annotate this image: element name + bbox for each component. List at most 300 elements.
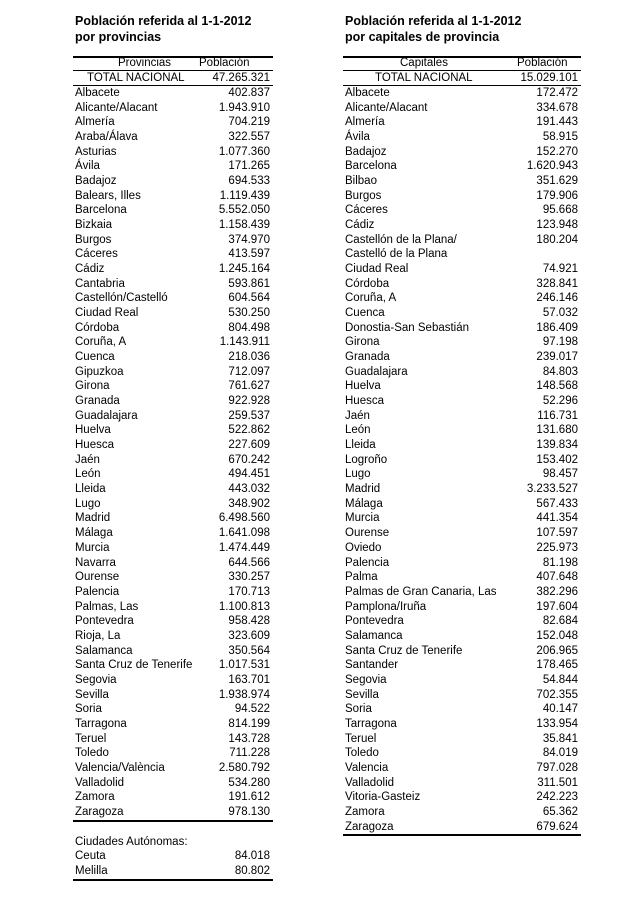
table-row xyxy=(73,335,273,350)
row-value: 644.566 xyxy=(228,556,270,569)
table-row xyxy=(343,658,581,673)
row-name: Lugo xyxy=(345,468,371,481)
table-row xyxy=(343,203,581,218)
row-value: 1.100.813 xyxy=(218,600,270,613)
row-value: 322.557 xyxy=(228,131,270,144)
row-name: Ávila xyxy=(75,160,100,173)
table-row xyxy=(73,644,273,659)
table-row xyxy=(73,585,273,600)
table-row xyxy=(343,526,581,541)
row-value: 84.018 xyxy=(234,850,270,863)
row-name: Balears, Illes xyxy=(75,189,141,202)
row-value: 148.568 xyxy=(536,380,578,393)
row-value: 97.198 xyxy=(542,336,578,349)
row-value: 604.564 xyxy=(228,292,270,305)
row-name: Castellón/Castelló xyxy=(75,292,168,305)
row-name: Ourense xyxy=(345,527,390,540)
table-row xyxy=(73,614,273,629)
row-name: Navarra xyxy=(75,556,116,569)
row-value: 35.841 xyxy=(542,732,578,745)
row-value: 1.158.439 xyxy=(218,219,270,232)
table-row xyxy=(343,350,581,365)
table-row xyxy=(343,600,581,615)
table-row xyxy=(343,247,581,262)
table-row xyxy=(73,189,273,204)
total-value: 15.029.101 xyxy=(520,72,578,84)
row-name: Salamanca xyxy=(75,644,133,657)
table-row xyxy=(343,702,581,717)
row-value: 534.280 xyxy=(228,776,270,789)
total-value: 47.265.321 xyxy=(212,72,270,84)
table-row xyxy=(73,306,273,321)
table-row xyxy=(343,820,581,835)
table-row xyxy=(343,438,581,453)
row-name: Teruel xyxy=(75,732,107,745)
table-row xyxy=(73,247,273,262)
table-row xyxy=(343,145,581,160)
row-name: Badajoz xyxy=(75,175,117,188)
row-name: Lleida xyxy=(345,439,376,452)
row-value: 1.143.911 xyxy=(219,336,270,349)
row-name: Valladolid xyxy=(75,776,125,789)
row-value: 227.609 xyxy=(228,439,270,452)
row-value: 133.954 xyxy=(536,717,578,730)
row-name: Guadalajara xyxy=(345,365,408,378)
table-row xyxy=(343,746,581,761)
row-name: Toledo xyxy=(75,747,109,760)
table-row xyxy=(73,541,273,556)
row-name: Huesca xyxy=(345,395,384,408)
table-row xyxy=(343,130,581,145)
table-row xyxy=(343,673,581,688)
row-value: 239.017 xyxy=(536,351,578,364)
row-value: 143.728 xyxy=(228,732,270,745)
row-name: Barcelona xyxy=(75,204,127,217)
row-name: Almería xyxy=(75,116,115,129)
row-name: Zaragoza xyxy=(345,820,394,833)
row-name: Oviedo xyxy=(345,541,382,554)
row-name: Málaga xyxy=(75,527,113,540)
table-row xyxy=(343,291,581,306)
table-row xyxy=(73,467,273,482)
table-row xyxy=(73,658,273,673)
table-row xyxy=(343,174,581,189)
row-value: 1.943.910 xyxy=(218,101,270,114)
row-name: Toledo xyxy=(345,747,379,760)
row-value: 702.355 xyxy=(536,688,578,701)
row-name: Málaga xyxy=(345,497,383,510)
table-row xyxy=(343,732,581,747)
provinces-title-line1: Población referida al 1-1-2012 xyxy=(75,14,252,28)
row-value: 3.233.527 xyxy=(526,483,578,496)
table-row xyxy=(73,570,273,585)
table-row xyxy=(343,218,581,233)
table-row xyxy=(73,864,273,879)
table-row xyxy=(343,614,581,629)
row-name: Jaén xyxy=(75,453,100,466)
table-row xyxy=(73,423,273,438)
row-name: Vitoria-Gasteiz xyxy=(345,791,421,804)
row-value: 171.265 xyxy=(228,160,270,173)
row-value: 330.257 xyxy=(228,571,270,584)
table-row xyxy=(343,776,581,791)
row-value: 1.474.449 xyxy=(218,541,270,554)
table-row xyxy=(73,497,273,512)
row-value: 694.533 xyxy=(228,175,270,188)
row-name: Cantabria xyxy=(75,277,125,290)
table-row xyxy=(343,277,581,292)
table-row xyxy=(73,511,273,526)
row-value: 40.147 xyxy=(542,703,578,716)
row-value: 413.597 xyxy=(228,248,270,261)
row-value: 922.928 xyxy=(228,395,270,408)
row-name: Huelva xyxy=(345,380,381,393)
provinces-total-row xyxy=(73,71,273,86)
row-value: 1.938.974 xyxy=(218,688,270,701)
table-row xyxy=(73,482,273,497)
capitals-title-line2: por capitales de provincia xyxy=(345,30,500,44)
row-value: 1.641.098 xyxy=(218,527,270,540)
row-value: 797.028 xyxy=(536,761,578,774)
row-value: 98.457 xyxy=(542,468,578,481)
total-label: TOTAL NACIONAL xyxy=(87,72,185,84)
row-value: 407.648 xyxy=(536,571,578,584)
table-row xyxy=(73,130,273,145)
row-value: 761.627 xyxy=(228,380,270,393)
table-row xyxy=(343,717,581,732)
row-value: 52.296 xyxy=(542,395,578,408)
col-header-capitales: Capitales xyxy=(400,57,448,69)
row-name: Coruña, A xyxy=(75,336,127,349)
row-name: Santander xyxy=(345,659,399,672)
row-name: Santa Cruz de Tenerife xyxy=(75,659,193,672)
table-row xyxy=(73,101,273,116)
row-name: Lleida xyxy=(75,483,106,496)
capitals-rows xyxy=(343,86,581,836)
row-name: Valencia/València xyxy=(75,761,165,774)
row-value: 58.915 xyxy=(542,131,578,144)
row-value: 712.097 xyxy=(228,365,270,378)
table-row xyxy=(343,115,581,130)
capitals-title xyxy=(345,13,521,45)
table-row xyxy=(73,849,273,864)
row-value: 57.032 xyxy=(542,307,578,320)
row-value: 80.802 xyxy=(234,864,270,877)
table-row xyxy=(343,262,581,277)
row-value: 225.973 xyxy=(536,541,578,554)
row-value: 82.684 xyxy=(542,615,578,628)
row-name: Ciudad Real xyxy=(345,263,409,276)
row-value: 1.017.531 xyxy=(218,659,270,672)
provinces-title xyxy=(75,13,251,45)
row-value: 494.451 xyxy=(228,468,270,481)
table-row xyxy=(343,159,581,174)
row-name: Santa Cruz de Tenerife xyxy=(345,644,463,657)
row-name: Granada xyxy=(75,395,120,408)
row-value: 139.834 xyxy=(536,439,578,452)
autonomas-title: Ciudades Autónomas: xyxy=(75,835,188,848)
row-name: Castellón de la Plana/ xyxy=(345,233,457,246)
row-name: Badajoz xyxy=(345,145,387,158)
row-name: Burgos xyxy=(345,189,382,202)
row-value: 206.965 xyxy=(536,644,578,657)
table-row xyxy=(73,394,273,409)
row-name: Madrid xyxy=(345,483,381,496)
table-row xyxy=(343,467,581,482)
row-value: 522.862 xyxy=(228,424,270,437)
row-name: Albacete xyxy=(75,87,120,99)
row-value: 152.048 xyxy=(536,629,578,642)
row-name: Segovia xyxy=(345,673,387,686)
table-row xyxy=(343,688,581,703)
row-name: Segovia xyxy=(75,673,117,686)
table-row xyxy=(343,497,581,512)
row-value: 197.604 xyxy=(536,600,578,613)
table-row xyxy=(73,790,273,805)
table-row xyxy=(343,570,581,585)
capitals-title-line1: Población referida al 1-1-2012 xyxy=(345,14,522,28)
row-value: 334.678 xyxy=(536,101,578,114)
row-name: Sevilla xyxy=(75,688,109,701)
provinces-rows xyxy=(73,86,273,822)
row-name: Córdoba xyxy=(345,277,390,290)
row-name: Huelva xyxy=(75,424,111,437)
table-row xyxy=(343,805,581,820)
row-value: 186.409 xyxy=(536,321,578,334)
table-row xyxy=(73,233,273,248)
row-name: Guadalajara xyxy=(75,409,138,422)
table-row xyxy=(343,629,581,644)
row-value: 1.119.439 xyxy=(219,189,270,202)
table-row xyxy=(73,629,273,644)
row-name: Barcelona xyxy=(345,160,397,173)
row-name: Zaragoza xyxy=(75,805,124,818)
row-name: Palmas de Gran Canaria, Las xyxy=(345,585,497,598)
row-value: 328.841 xyxy=(536,277,578,290)
row-name: Ávila xyxy=(345,131,370,144)
row-name: Alicante/Alacant xyxy=(345,101,428,114)
table-row xyxy=(73,321,273,336)
row-value: 84.019 xyxy=(542,747,578,760)
row-name: Tarragona xyxy=(75,717,127,730)
table-row xyxy=(343,585,581,600)
row-value: 123.948 xyxy=(536,219,578,232)
row-value: 191.443 xyxy=(536,116,578,129)
row-name: Cádiz xyxy=(345,219,375,232)
row-value: 323.609 xyxy=(228,629,270,642)
table-row xyxy=(343,335,581,350)
row-value: 704.219 xyxy=(228,116,270,129)
row-value: 1.620.943 xyxy=(526,160,578,173)
provinces-table-header xyxy=(73,56,273,71)
table-row xyxy=(343,101,581,116)
row-value: 2.580.792 xyxy=(218,761,270,774)
row-name: Castelló de la Plana xyxy=(345,248,448,261)
table-row xyxy=(343,321,581,336)
row-value: 95.668 xyxy=(542,204,578,217)
row-name: Coruña, A xyxy=(345,292,397,305)
row-value: 191.612 xyxy=(228,791,270,804)
row-value: 179.906 xyxy=(536,189,578,202)
row-value: 374.970 xyxy=(228,233,270,246)
row-name: Cuenca xyxy=(345,307,385,320)
row-value: 131.680 xyxy=(536,424,578,437)
row-value: 172.472 xyxy=(536,87,578,99)
table-row xyxy=(343,394,581,409)
table-row xyxy=(73,203,273,218)
row-name: Palma xyxy=(345,571,378,584)
row-value: 679.624 xyxy=(536,820,578,833)
row-name: Donostia-San Sebastián xyxy=(345,321,470,334)
table-row xyxy=(73,379,273,394)
row-name: Granada xyxy=(345,351,390,364)
table-row xyxy=(73,717,273,732)
row-name: Lugo xyxy=(75,497,101,510)
row-name: Pontevedra xyxy=(345,615,404,628)
row-value: 348.902 xyxy=(228,497,270,510)
table-row xyxy=(343,86,581,101)
row-value: 74.921 xyxy=(542,263,578,276)
row-name: Murcia xyxy=(345,512,380,525)
table-row xyxy=(73,350,273,365)
table-row xyxy=(73,688,273,703)
table-row xyxy=(73,218,273,233)
table-row xyxy=(73,732,273,747)
table-row xyxy=(73,556,273,571)
row-name: Madrid xyxy=(75,512,111,525)
table-row xyxy=(73,673,273,688)
capitals-table xyxy=(343,56,581,836)
table-row xyxy=(73,159,273,174)
row-value: 153.402 xyxy=(536,453,578,466)
row-value: 670.242 xyxy=(228,453,270,466)
table-row xyxy=(343,189,581,204)
row-name: Araba/Álava xyxy=(75,131,138,144)
row-value: 593.861 xyxy=(228,277,270,290)
row-value: 443.032 xyxy=(228,483,270,496)
table-row xyxy=(73,453,273,468)
row-value: 402.837 xyxy=(228,87,270,99)
row-value: 5.552.050 xyxy=(218,204,270,217)
row-value: 958.428 xyxy=(228,615,270,628)
row-name: Ourense xyxy=(75,571,120,584)
row-value: 178.465 xyxy=(536,659,578,672)
row-name: Tarragona xyxy=(345,717,397,730)
row-name: Ciudad Real xyxy=(75,307,139,320)
provinces-table xyxy=(73,56,273,881)
row-name: Soria xyxy=(75,703,102,716)
row-name: Teruel xyxy=(345,732,377,745)
row-name: Ceuta xyxy=(75,850,106,863)
col-header-poblacion: Población xyxy=(199,57,250,69)
table-row xyxy=(73,526,273,541)
row-value: 382.296 xyxy=(536,585,578,598)
row-name: Soria xyxy=(345,703,372,716)
row-name: Almería xyxy=(345,116,385,129)
row-value: 163.701 xyxy=(228,673,270,686)
col-header-poblacion: Población xyxy=(517,57,568,69)
row-value: 978.130 xyxy=(228,805,270,818)
row-name: Burgos xyxy=(75,233,112,246)
row-value: 170.713 xyxy=(228,585,270,598)
autonomas-rows xyxy=(73,849,273,880)
row-name: Pontevedra xyxy=(75,615,134,628)
table-row xyxy=(73,277,273,292)
row-value: 180.204 xyxy=(536,233,578,246)
table-row xyxy=(73,746,273,761)
table-row xyxy=(73,776,273,791)
row-name: Huesca xyxy=(75,439,114,452)
row-name: Zamora xyxy=(75,791,115,804)
row-value: 246.146 xyxy=(536,292,578,305)
table-row xyxy=(343,409,581,424)
row-name: Gipuzkoa xyxy=(75,365,124,378)
table-row xyxy=(343,790,581,805)
table-row xyxy=(343,482,581,497)
row-value: 530.250 xyxy=(228,307,270,320)
row-name: Cáceres xyxy=(75,248,118,261)
capitals-table-header xyxy=(343,56,581,71)
row-name: Murcia xyxy=(75,541,110,554)
row-name: Cáceres xyxy=(345,204,388,217)
table-row xyxy=(73,291,273,306)
row-value: 81.198 xyxy=(542,556,578,569)
row-value: 152.270 xyxy=(536,145,578,158)
row-value: 116.731 xyxy=(537,409,578,422)
row-name: Sevilla xyxy=(345,688,379,701)
table-row xyxy=(73,86,273,101)
row-value: 54.844 xyxy=(542,673,578,686)
row-name: Cádiz xyxy=(75,263,105,276)
table-row xyxy=(343,511,581,526)
provinces-title-line2: por provincias xyxy=(75,30,162,44)
table-row xyxy=(73,702,273,717)
row-name: Cuenca xyxy=(75,351,115,364)
table-row xyxy=(343,423,581,438)
row-value: 814.199 xyxy=(228,717,270,730)
row-value: 242.223 xyxy=(536,791,578,804)
row-name: Logroño xyxy=(345,453,388,466)
row-name: Palmas, Las xyxy=(75,600,139,613)
row-value: 1.245.164 xyxy=(218,263,270,276)
table-row xyxy=(73,262,273,277)
row-name: Rioja, La xyxy=(75,629,121,642)
row-value: 311.501 xyxy=(537,776,578,789)
row-name: Pamplona/Iruña xyxy=(345,600,427,613)
table-row xyxy=(73,600,273,615)
row-name: Albacete xyxy=(345,87,390,99)
row-value: 351.629 xyxy=(536,175,578,188)
row-value: 567.433 xyxy=(536,497,578,510)
row-name: Asturias xyxy=(75,145,117,158)
table-row xyxy=(73,365,273,380)
capitals-total-row xyxy=(343,71,581,86)
row-name: Girona xyxy=(75,380,110,393)
row-value: 804.498 xyxy=(228,321,270,334)
row-name: Palencia xyxy=(75,585,120,598)
row-name: Zamora xyxy=(345,805,385,818)
row-name: Alicante/Alacant xyxy=(75,101,158,114)
row-value: 441.354 xyxy=(536,512,578,525)
row-name: León xyxy=(75,468,101,481)
row-value: 218.036 xyxy=(228,351,270,364)
row-name: Melilla xyxy=(75,864,108,877)
row-name: Palencia xyxy=(345,556,390,569)
table-row xyxy=(73,805,273,820)
row-name: Salamanca xyxy=(345,629,403,642)
row-name: León xyxy=(345,424,371,437)
col-header-provincias: Provincias xyxy=(118,57,172,69)
